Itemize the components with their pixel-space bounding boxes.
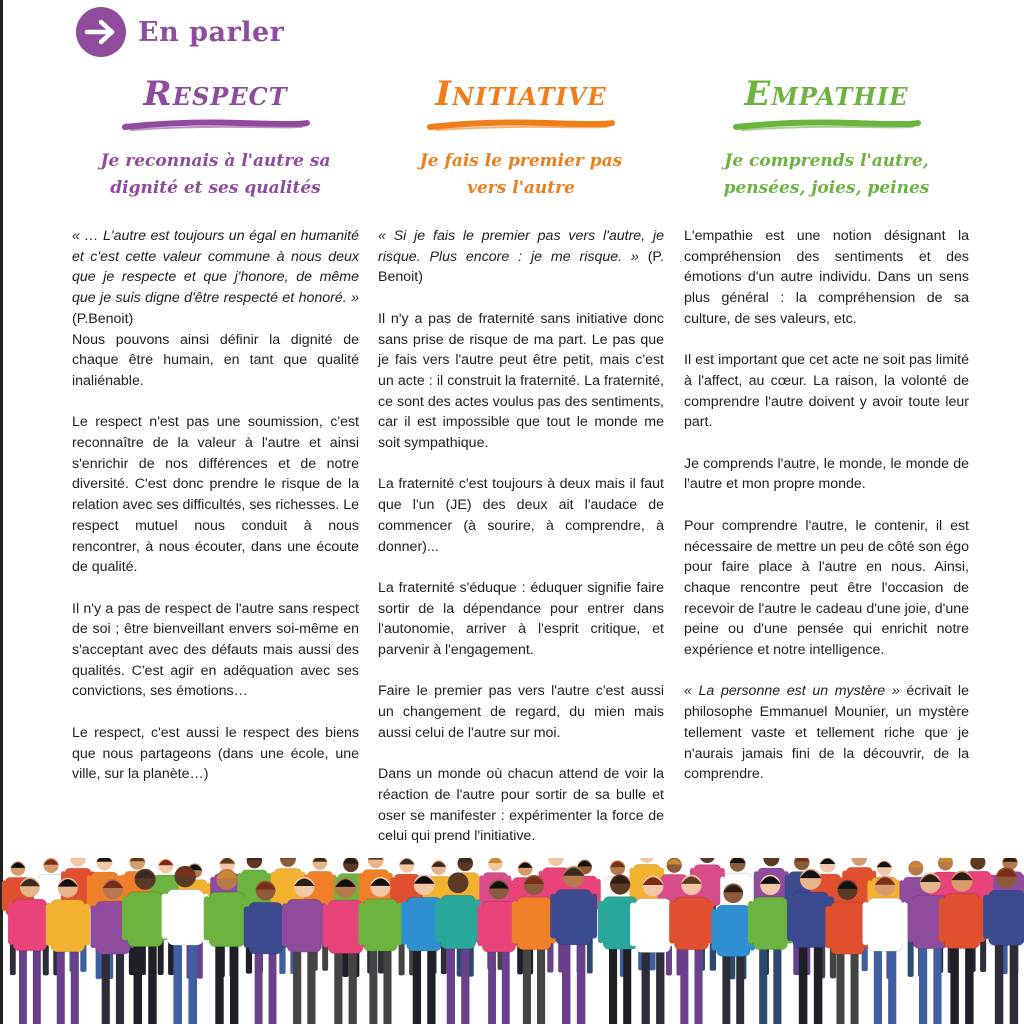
paragraph: Il n'y a pas de fraternité sans initiative donc sans prise de risque de ma part. Le pas que je fais vers l'autre peut être petit, mais c'est un acte : il construit la fraternité. La fraternité, ce sont des actes voulus pas des sentiments, car il est impossible que tout le monde me soit sympathique. [378,310,664,452]
paragraph: Je comprends l'autre, le monde, le monde de l'autre et mon propre monde. [684,455,969,493]
paragraph: Dans un monde où chacun attend de voir la réaction de l'autre pour sortir de sa bulle et oser se manifester : expérimenter la force de celui qui prend l'initiative. [378,766,664,845]
quote: « La personne est un mystère » [684,683,900,700]
arrow-right-icon [76,7,126,57]
paragraph: Le respect n'est pas une soumission, c'est reconnaître de la valeur à l'autre et ainsi s'enrichir de nos différences et de notre diversité. C'est donc prendre le risque de la relation avec ses difficultés, ses richesses. Le respect mutuel nous conduit à nous rencontrer, à nous écouter, dans une écoute de qualité. [72,414,359,576]
column-empathie [684,70,969,806]
brush-underline [732,118,922,132]
quote-attribution: (P.Benoit) [72,310,134,327]
column-title: Respect [143,74,288,114]
column-title: Initiative [435,74,607,114]
column-body [72,226,359,785]
column-title: Empathie [744,74,909,114]
quote: « … L'autre est toujours un égal en humanité et c'est cette valeur commune à nous deux que je respecte et que j'honore, de même que je suis digne d'être respecté et honoré. » [72,228,359,307]
column-body [378,226,664,847]
column-body [684,226,969,785]
paragraph: Pour comprendre l'autre, le contenir, il est nécessaire de mettre un peu de côté son égo pour faire place à l'autre en nous. Ainsi, chaque rencontre peut être l'occasion de recevoir de l'autre le cadeau d'une joie, d'une peine ou d'une pensée qui enrichit notre expérience et notre intelligence. [684,517,969,659]
paragraph: Il n'y a pas de respect de l'autre sans respect de soi ; être bienveillant envers soi-même en s'acceptant avec des défauts mais aussi des qualités. C'est agir en adéquation avec ses convictions, ses émotions… [72,600,359,700]
column-initiative [378,70,664,868]
paragraph: Le respect, c'est aussi le respect des biens que nous partageons (dans une école, une ville, sur la planète…) [72,724,359,783]
paragraph: Il est important que cet acte ne soit pas limité à l'affect, au cœur. La raison, la volonté de comprendre l'autre doivent y avoir toute leur part. [684,352,969,431]
brush-underline [426,118,616,132]
brush-underline [121,118,311,132]
column-subtitle: Je reconnais à l'autre sa dignité et ses qualités [100,151,331,198]
column-subtitle: Je fais le premier pas vers l'autre [419,151,623,198]
paragraph [378,226,664,288]
column-respect [72,70,359,806]
paragraph: « … L'autre est toujours un égal en humanité et c'est cette valeur commune à nous deux que je respecte et que j'honore, de même que je suis digne d'être respecté et honoré. » (P.Benoit) Nous pouvons ainsi définir la dignité de chaque être humain, en tant que qualité inaliénable. [72,228,359,389]
paragraph: L'empathie est une notion désignant la compréhension des sentiments et des émotions d'un autre individu. Dans un sens plus général : la compréhension de sa culture, de ses valeurs, etc. [684,228,969,327]
paragraph: « La personne est un mystère » écrivait le philosophe Emmanuel Mounier, un mystère tellement vaste et tellement riche que je n'aurais jamais fini de la découvrir, de la comprendre. [684,683,969,783]
quote-attribution: (P. Benoit) [378,248,664,286]
column-subtitle: Je comprends l'autre, pensées, joies, peines [723,151,930,198]
paragraph: La fraternité c'est toujours à deux mais il faut que l'un (JE) des deux ait l'audace de commencer (à sourire, à comprendre, à donner)... [378,476,664,555]
paragraph: La fraternité s'éduque : éduquer signifie faire sortir de la dépendance pour entrer dans l'autonomie, arriver à l'esprit critique, et parvenir à l'engagement. [378,579,664,659]
paragraph: Faire le premier pas vers l'autre c'est aussi un changement de regard, du mien mais aussi celui de l'autre sur moi. [378,683,664,741]
diverse-crowd-illustration [0,858,1024,1024]
header-title: En parler [138,16,285,48]
section-header [76,6,284,58]
quote: « Si je fais le premier pas vers l'autre, je risque. Plus encore : je me risque. » [378,228,664,265]
